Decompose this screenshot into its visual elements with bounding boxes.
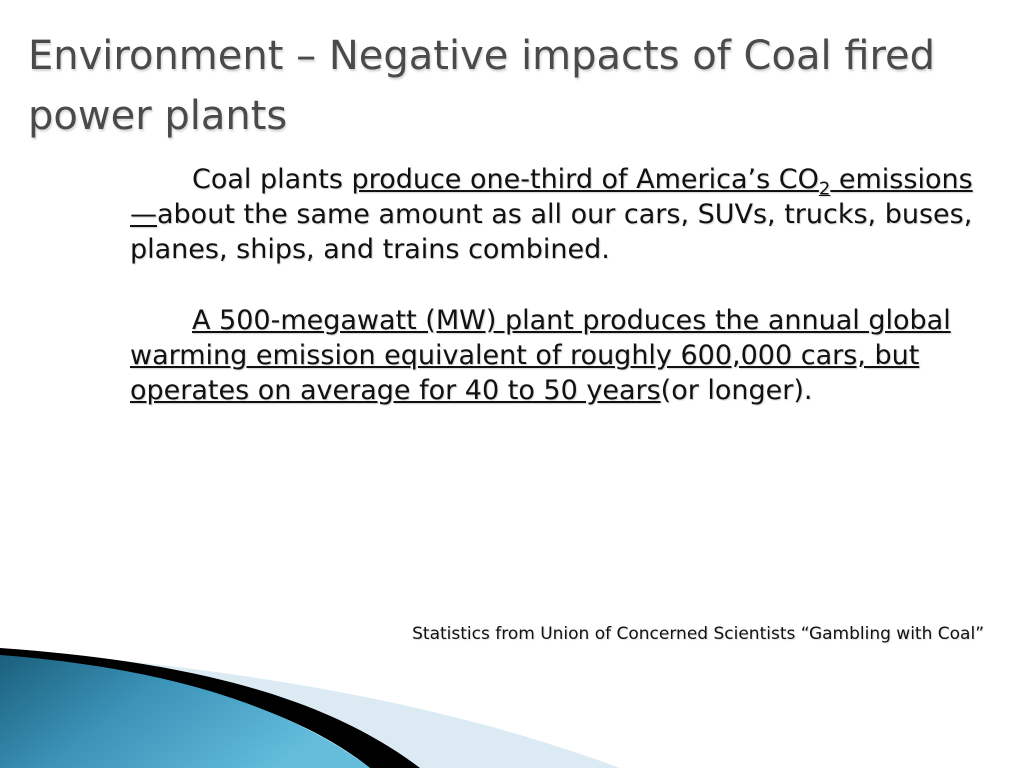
paragraph-1-lead: Coal plants <box>192 164 352 195</box>
paragraph-1-underlined-b: emissions— <box>130 164 973 230</box>
slide-body <box>130 162 975 408</box>
paragraph-1-rest: about the same amount as all our cars, SUVs, trucks, buses, planes, ships, and trains combined. <box>130 199 973 265</box>
paragraph-1-underlined-a: produce one-third of America’s CO <box>351 164 819 195</box>
paragraph-plant-emissions <box>130 303 975 408</box>
source-citation: Statistics from Union of Concerned Scientists “Gambling with Coal” <box>412 624 984 644</box>
paragraph-2-rest: (or longer). <box>660 375 813 406</box>
co2-subscript: 2 <box>818 178 831 200</box>
paragraph-2-underlined: A 500-megawatt (MW) plant produces the annual global warming emission equivalent of roughly 600,000 cars, but operates on average for 40 to 50 years <box>130 305 951 406</box>
slide-title: Environment – Negative impacts of Coal fired power plants <box>28 33 936 139</box>
paragraph-coal-co2 <box>130 162 975 267</box>
